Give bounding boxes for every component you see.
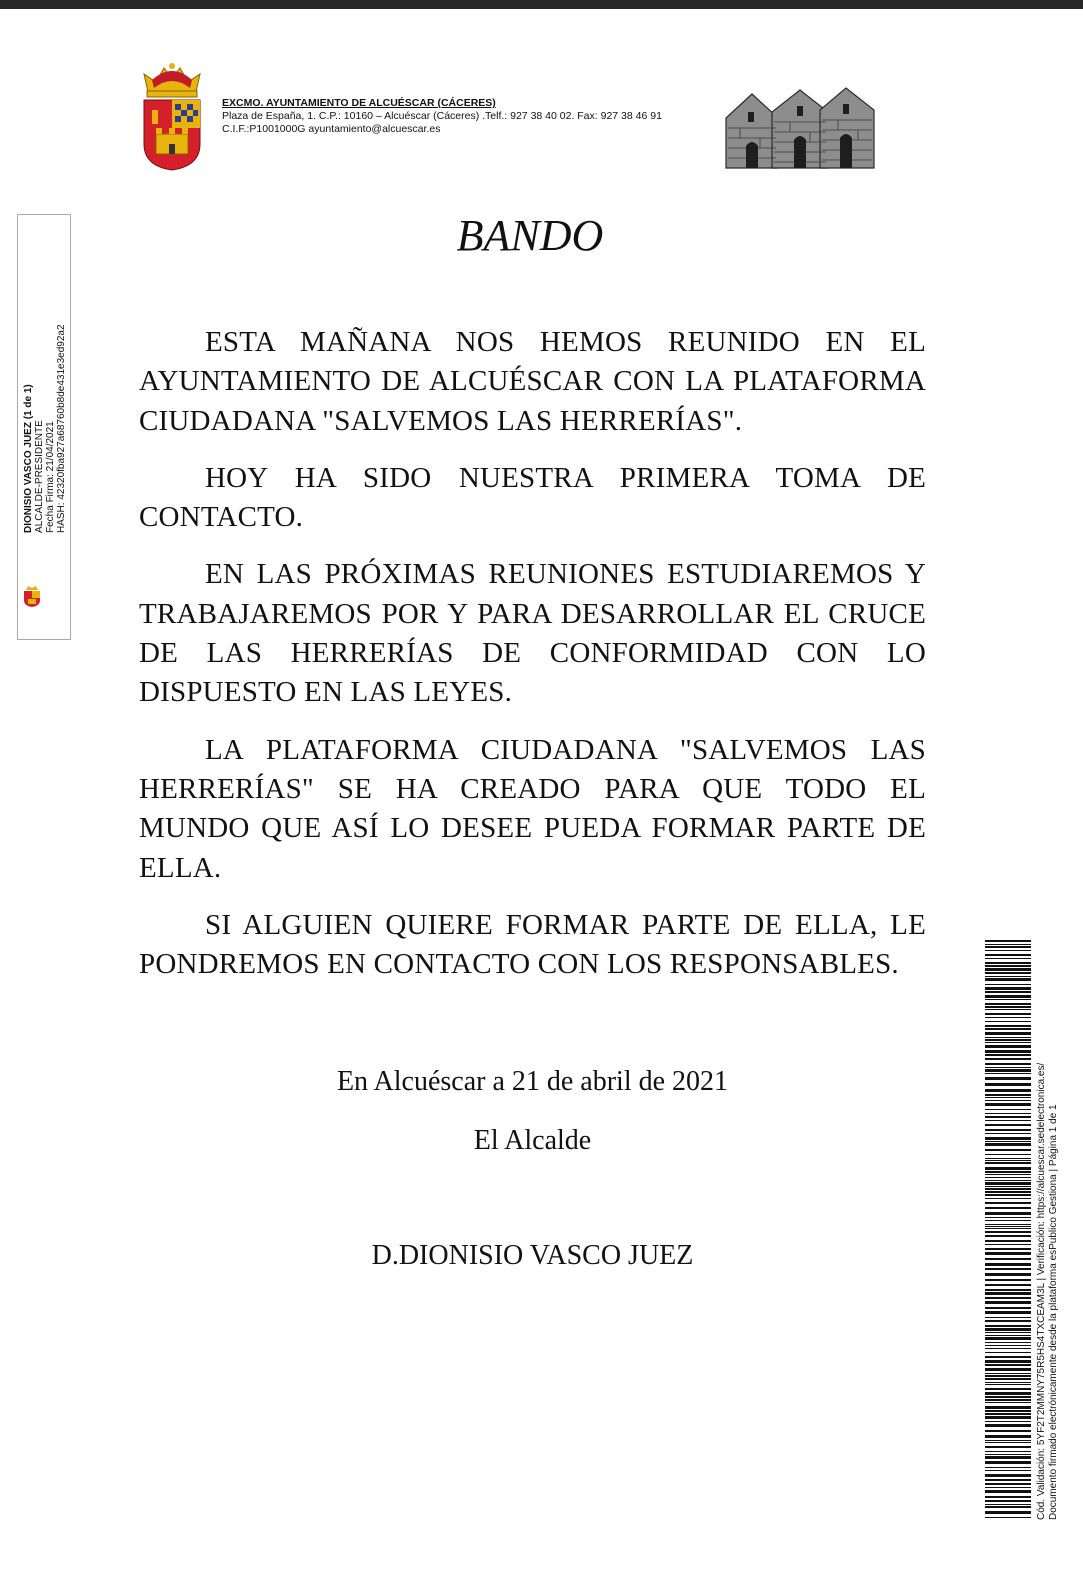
barcode-bar bbox=[985, 1399, 1031, 1401]
barcode-bar bbox=[985, 1009, 1031, 1010]
barcode-bar bbox=[985, 1307, 1031, 1309]
barcode-bar bbox=[985, 1045, 1031, 1048]
document-title: BANDO bbox=[456, 211, 604, 260]
barcode-bar bbox=[985, 958, 1031, 959]
barcode-bar bbox=[985, 1113, 1031, 1114]
barcode-bar bbox=[985, 944, 1031, 945]
barcode-bar bbox=[985, 1089, 1031, 1092]
barcode-bar bbox=[985, 1392, 1031, 1395]
barcode-bar bbox=[985, 1325, 1031, 1327]
barcode-bar bbox=[985, 972, 1031, 974]
barcode-bar bbox=[985, 1483, 1031, 1485]
barcode-bar bbox=[985, 946, 1031, 948]
barcode-bar bbox=[985, 1252, 1031, 1255]
signer-role: ALCALDE-PRESIDENTE bbox=[34, 420, 45, 533]
barcode-bar bbox=[985, 1279, 1031, 1281]
barcode-bar bbox=[985, 1506, 1031, 1508]
barcode-bar bbox=[985, 1006, 1031, 1008]
barcode-bar bbox=[985, 1194, 1031, 1196]
barcode-bar bbox=[985, 1402, 1031, 1403]
barcode-bar bbox=[985, 1289, 1031, 1291]
barcode-bar bbox=[985, 1212, 1031, 1215]
barcode-bar bbox=[985, 1141, 1031, 1142]
barcode-bar bbox=[985, 1182, 1031, 1185]
barcode-bar bbox=[985, 965, 1031, 967]
barcode-bar bbox=[985, 1504, 1031, 1505]
barcode-bar bbox=[985, 962, 1031, 964]
paragraph: LA PLATAFORMA CIUDADANA "SALVEMOS LAS HERRERÍAS" SE HA CREADO PARA QUE TODO EL MUNDO QUE ASÍ LO DESEE PUEDA FORMAR PARTE DE ELLA. bbox=[139, 733, 926, 884]
barcode-bar bbox=[985, 1382, 1031, 1383]
barcode-bar bbox=[985, 1406, 1031, 1409]
barcode-bar bbox=[985, 1017, 1031, 1018]
barcode-bar bbox=[985, 954, 1031, 956]
barcode-bar bbox=[985, 1368, 1031, 1371]
e-signature-box bbox=[17, 214, 71, 640]
barcode-bar bbox=[985, 1421, 1031, 1422]
barcode-bar bbox=[985, 1511, 1031, 1514]
barcode-bar bbox=[985, 1451, 1031, 1452]
barcode-bar bbox=[985, 1154, 1031, 1155]
barcode-bar bbox=[985, 1067, 1031, 1068]
barcode-bar bbox=[985, 1352, 1031, 1353]
barcode-bar bbox=[985, 1228, 1031, 1229]
barcode-bar bbox=[985, 1435, 1031, 1438]
barcode-bar bbox=[985, 1364, 1031, 1366]
barcode-bar bbox=[985, 1467, 1031, 1468]
barcode-bar bbox=[985, 1487, 1031, 1488]
barcode-bar bbox=[985, 1109, 1031, 1110]
barcode-bar bbox=[985, 1356, 1031, 1358]
barcode-bar bbox=[985, 1224, 1031, 1225]
barcode-bar bbox=[985, 1100, 1031, 1101]
barcode-bar bbox=[985, 1167, 1031, 1170]
barcode-bar bbox=[985, 940, 1031, 942]
barcode-bar bbox=[985, 1240, 1031, 1242]
church-illustration bbox=[720, 84, 878, 170]
barcode-bar bbox=[985, 1149, 1031, 1151]
barcode-bar bbox=[985, 1268, 1031, 1270]
validation-barcode bbox=[985, 940, 1031, 1518]
barcode-bar bbox=[985, 1396, 1031, 1398]
barcode-bar bbox=[985, 1248, 1031, 1250]
paragraph: HOY HA SIDO NUESTRA PRIMERA TOMA DE CONTACTO. bbox=[139, 461, 926, 534]
barcode-bar bbox=[985, 1231, 1031, 1233]
barcode-bar bbox=[985, 1479, 1031, 1481]
barcode-bar bbox=[985, 1490, 1031, 1493]
letterhead bbox=[222, 97, 662, 136]
barcode-bar bbox=[985, 1129, 1031, 1131]
paragraph: ESTA MAÑANA NOS HEMOS REUNIDO EN EL AYUNTAMIENTO DE ALCUÉSCAR CON LA PLATAFORMA CIUDADANA "SALVEMOS LAS HERRERÍAS". bbox=[139, 326, 926, 437]
barcode-bar bbox=[985, 1320, 1031, 1322]
barcode-bar bbox=[985, 1120, 1031, 1121]
barcode-bar bbox=[985, 1158, 1031, 1159]
paragraph: SI ALGUIEN QUIERE FORMAR PARTE DE ELLA, LE PONDREMOS EN CONTACTO CON LOS RESPONSABLES. bbox=[139, 908, 926, 981]
barcode-bar bbox=[985, 1025, 1031, 1027]
barcode-bar bbox=[985, 1375, 1031, 1377]
barcode-bar bbox=[985, 1297, 1031, 1299]
signer-title: El Alcalde bbox=[473, 1125, 592, 1156]
barcode-bar bbox=[985, 1258, 1031, 1260]
barcode-bar bbox=[985, 1198, 1031, 1199]
barcode-bar bbox=[985, 1177, 1031, 1178]
barcode-bar bbox=[985, 1021, 1031, 1022]
document-body bbox=[139, 323, 926, 1002]
validation-line-2: Documento firmado electrónicamente desde la plataforma esPublico Gestiona | Página 1 de 1 bbox=[1047, 1104, 1059, 1520]
barcode-bar bbox=[985, 1335, 1031, 1336]
barcode-bar bbox=[985, 1373, 1031, 1374]
barcode-bar bbox=[985, 1440, 1031, 1441]
barcode-bar bbox=[985, 1263, 1031, 1266]
barcode-bar bbox=[985, 1217, 1031, 1218]
barcode-bar bbox=[985, 1384, 1031, 1385]
barcode-bar bbox=[985, 1292, 1031, 1295]
barcode-bar bbox=[985, 1337, 1031, 1340]
coat-of-arms-logo bbox=[138, 60, 206, 172]
barcode-bar bbox=[985, 1442, 1031, 1443]
barcode-bar bbox=[985, 999, 1031, 1000]
barcode-bar bbox=[985, 1191, 1031, 1193]
letterhead-cif-email: C.I.F.:P1001000G ayuntamiento@alcuescar.es bbox=[222, 123, 441, 135]
barcode-bar bbox=[985, 1186, 1031, 1187]
barcode-bar bbox=[985, 1077, 1031, 1080]
barcode-bar bbox=[985, 1124, 1031, 1126]
barcode-bar bbox=[985, 1284, 1031, 1286]
barcode-bar bbox=[985, 1097, 1031, 1098]
barcode-bar bbox=[985, 1348, 1031, 1349]
barcode-bar bbox=[985, 1470, 1031, 1471]
barcode-bar bbox=[985, 1220, 1031, 1221]
barcode-bar bbox=[985, 1003, 1031, 1005]
barcode-bar bbox=[985, 1137, 1031, 1140]
barcode-bar bbox=[985, 1063, 1031, 1065]
barcode-bar bbox=[985, 1143, 1031, 1146]
signer-name: DIONISIO VASCO JUEZ (1 de 1) bbox=[23, 384, 34, 533]
barcode-bar bbox=[985, 1456, 1031, 1459]
barcode-bar bbox=[985, 1162, 1031, 1164]
signature-date: Fecha Firma: 21/04/2021 bbox=[45, 421, 56, 533]
barcode-bar bbox=[985, 1410, 1031, 1412]
barcode-bar bbox=[985, 1013, 1031, 1015]
barcode-bar bbox=[985, 1332, 1031, 1333]
signer-full-name: D.DIONISIO VASCO JUEZ bbox=[371, 1240, 694, 1271]
barcode-bar bbox=[985, 1180, 1031, 1181]
barcode-bar bbox=[985, 1424, 1031, 1427]
barcode-bar bbox=[985, 1496, 1031, 1498]
barcode-bar bbox=[985, 978, 1031, 981]
barcode-bar bbox=[985, 1235, 1031, 1237]
barcode-bar bbox=[985, 1054, 1031, 1056]
barcode-bar bbox=[985, 1416, 1031, 1419]
validation-line-1: Cód. Validación: 5YF2T2MMNY75R5HS4TXCEAM3L | Verificación: https://alcuescar.sedelectronica.es/ bbox=[1036, 1062, 1047, 1520]
place-date: En Alcuéscar a 21 de abril de 2021 bbox=[336, 1066, 729, 1097]
barcode-bar bbox=[985, 1461, 1031, 1464]
barcode-bar bbox=[985, 1094, 1031, 1096]
barcode-bar bbox=[985, 1083, 1031, 1086]
barcode-bar bbox=[985, 1188, 1031, 1190]
barcode-bar bbox=[985, 1073, 1031, 1074]
barcode-bar bbox=[985, 1028, 1031, 1030]
barcode-bar bbox=[985, 1032, 1031, 1035]
barcode-bar bbox=[985, 1042, 1031, 1043]
barcode-bar bbox=[985, 987, 1031, 990]
barcode-bar bbox=[985, 1160, 1031, 1161]
barcode-bar bbox=[985, 1133, 1031, 1134]
barcode-bar bbox=[985, 950, 1031, 951]
top-bar bbox=[0, 0, 1083, 9]
barcode-bar bbox=[985, 1116, 1031, 1118]
barcode-bar bbox=[985, 1342, 1031, 1343]
barcode-bar bbox=[985, 1388, 1031, 1390]
barcode-bar bbox=[985, 1174, 1031, 1175]
barcode-bar bbox=[985, 1202, 1031, 1204]
barcode-bar bbox=[985, 991, 1031, 993]
barcode-bar bbox=[985, 1517, 1031, 1518]
barcode-bar bbox=[985, 1317, 1031, 1318]
barcode-bar bbox=[985, 1500, 1031, 1502]
barcode-bar bbox=[985, 1301, 1031, 1304]
barcode-bar bbox=[985, 1360, 1031, 1363]
barcode-bar bbox=[985, 976, 1031, 977]
barcode-bar bbox=[985, 1454, 1031, 1455]
barcode-bar bbox=[985, 1378, 1031, 1380]
barcode-bar bbox=[985, 1058, 1031, 1060]
barcode-bar bbox=[985, 1273, 1031, 1276]
barcode-bar bbox=[985, 1413, 1031, 1415]
barcode-bar bbox=[985, 984, 1031, 985]
barcode-bar bbox=[985, 1446, 1031, 1448]
barcode-bar bbox=[985, 1311, 1031, 1314]
barcode-bar bbox=[985, 1037, 1031, 1038]
barcode-bar bbox=[985, 1474, 1031, 1477]
signature-hash: HASH: 42320fba927a68760b8de431e3ed92a2 bbox=[56, 324, 67, 533]
barcode-bar bbox=[985, 968, 1031, 971]
barcode-bar bbox=[985, 1050, 1031, 1053]
barcode-bar bbox=[985, 1103, 1031, 1106]
barcode-bar bbox=[985, 1345, 1031, 1346]
paragraph: EN LAS PRÓXIMAS REUNIONES ESTUDIAREMOS Y TRABAJAREMOS POR Y PARA DESARROLLAR EL CRUCE DE LAS HERRERÍAS DE CONFORMIDAD CON LO DISPUESTO EN LAS LEYES. bbox=[139, 558, 926, 709]
barcode-bar bbox=[985, 1430, 1031, 1432]
barcode-bar bbox=[985, 1328, 1031, 1331]
barcode-bar bbox=[985, 1039, 1031, 1041]
barcode-bar bbox=[985, 1207, 1031, 1209]
letterhead-title: EXCMO. AYUNTAMIENTO DE ALCUÉSCAR (CÁCERES) bbox=[222, 97, 496, 109]
barcode-bar bbox=[985, 1069, 1031, 1072]
barcode-bar bbox=[985, 1244, 1031, 1245]
barcode-bar bbox=[985, 1171, 1031, 1173]
barcode-bar bbox=[985, 995, 1031, 998]
small-crest-icon bbox=[22, 584, 42, 608]
barcode-bar bbox=[985, 1226, 1031, 1227]
letterhead-address: Plaza de España, 1. C.P.: 10160 – Alcuéscar (Cáceres) .Telf.: 927 38 40 02. Fax: 927 38 46 91 bbox=[222, 110, 662, 122]
validation-text bbox=[1036, 1063, 1059, 1520]
